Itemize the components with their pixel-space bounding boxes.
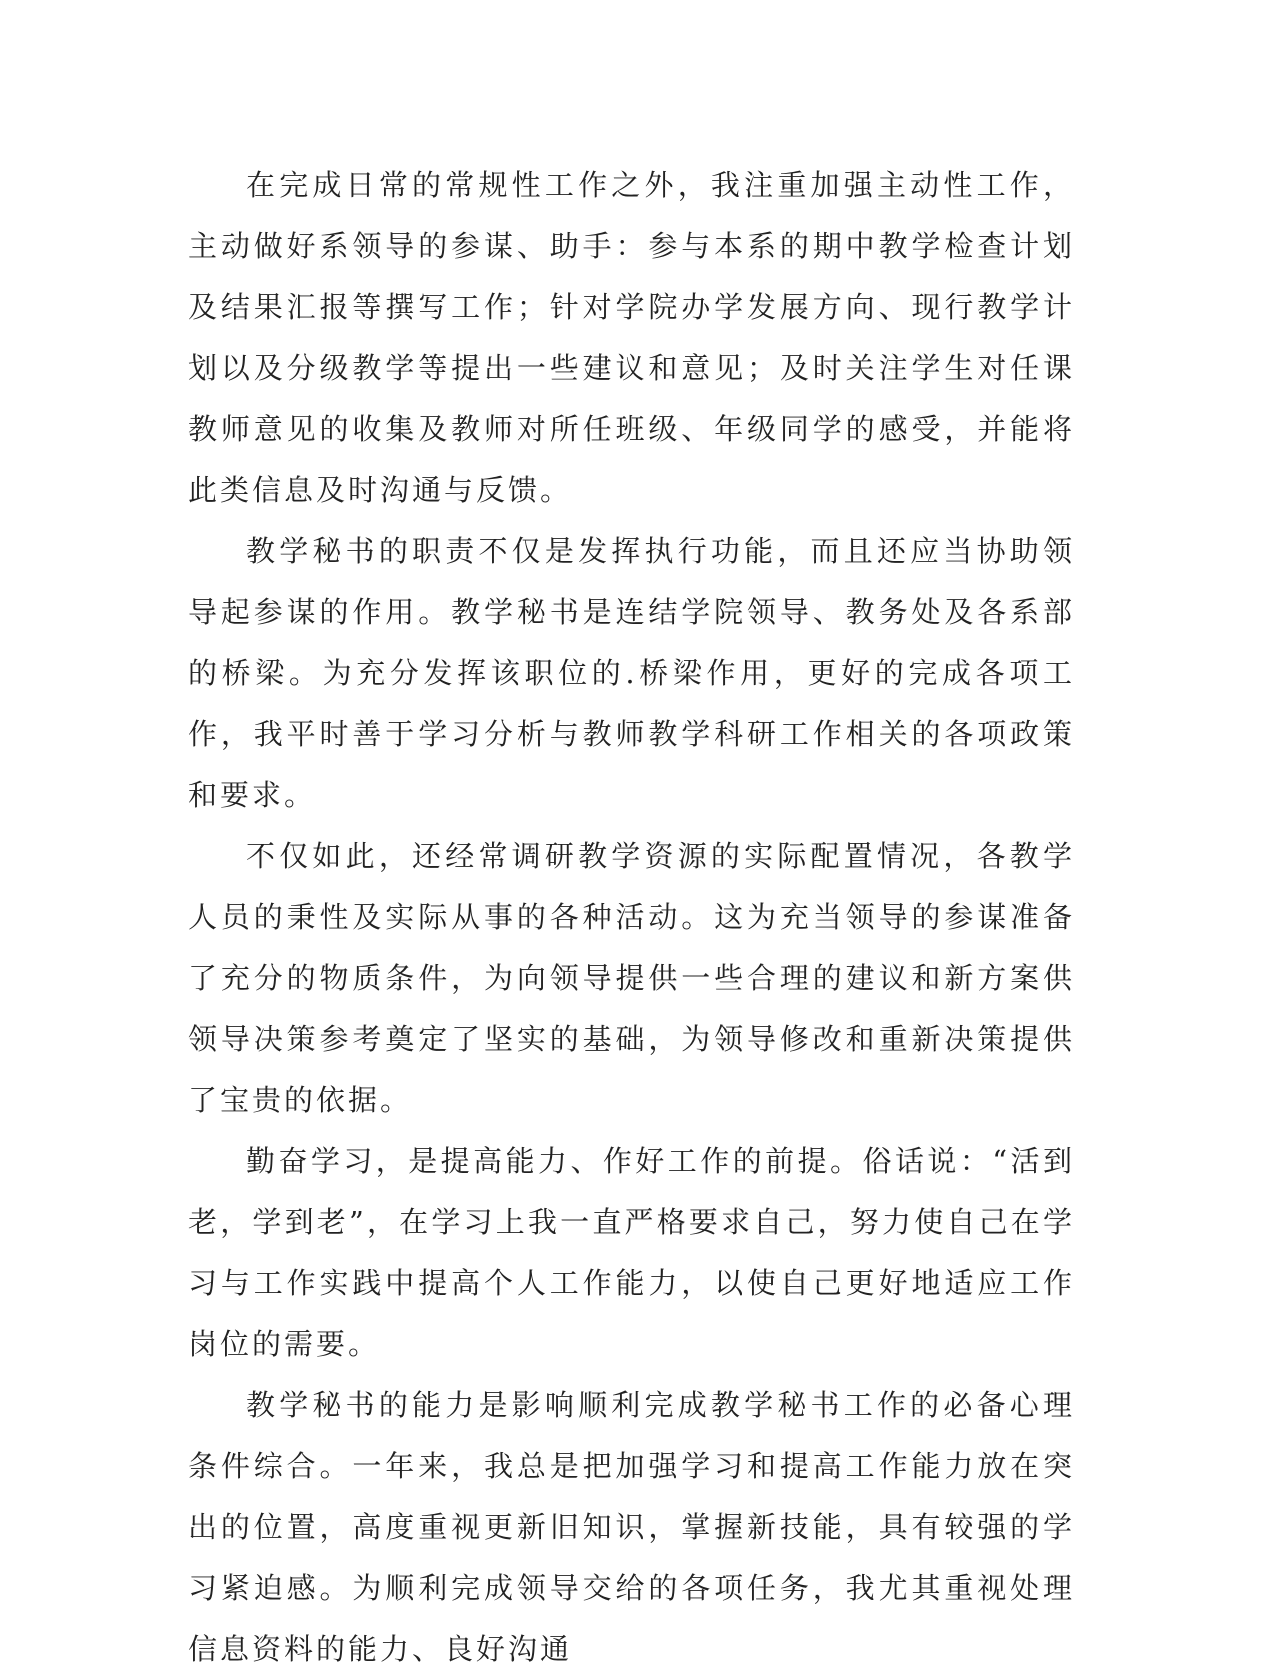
paragraph-2: 教学秘书的职责不仅是发挥执行功能，而且还应当协助领导起参谋的作用。教学秘书是连结学院领导、教务处及各系部的桥梁。为充分发挥该职位的.桥梁作用，更好的完成各项工作，我平时善于学习分析与教师教学科研工作相关的各项政策和要求。 (188, 534, 1075, 812)
paragraph-3: 不仅如此，还经常调研教学资源的实际配置情况，各教学人员的秉性及实际从事的各种活动。这为充当领导的参谋准备了充分的物质条件，为向领导提供一些合理的建议和新方案供领导决策参考奠定了坚实的基础，为领导修改和重新决策提供了宝贵的依据。 (188, 839, 1075, 1117)
document-body (188, 155, 1075, 1680)
paragraph-5: 教学秘书的能力是影响顺利完成教学秘书工作的必备心理条件综合。一年来，我总是把加强学习和提高工作能力放在突出的位置，高度重视更新旧知识，掌握新技能，具有较强的学习紧迫感。为顺利完成领导交给的各项任务，我尤其重视处理信息资料的能力、良好沟通 (188, 1388, 1075, 1666)
paragraph-4: 勤奋学习，是提高能力、作好工作的前提。俗话说：“活到老，学到老”，在学习上我一直严格要求自己，努力使自己在学习与工作实践中提高个人工作能力，以使自己更好地适应工作岗位的需要。 (188, 1144, 1075, 1361)
paragraph-1: 在完成日常的常规性工作之外，我注重加强主动性工作，主动做好系领导的参谋、助手：参与本系的期中教学检查计划及结果汇报等撰写工作；针对学院办学发展方向、现行教学计划以及分级教学等提出一些建议和意见；及时关注学生对任课教师意见的收集及教师对所任班级、年级同学的感受，并能将此类信息及时沟通与反馈。 (188, 168, 1075, 507)
